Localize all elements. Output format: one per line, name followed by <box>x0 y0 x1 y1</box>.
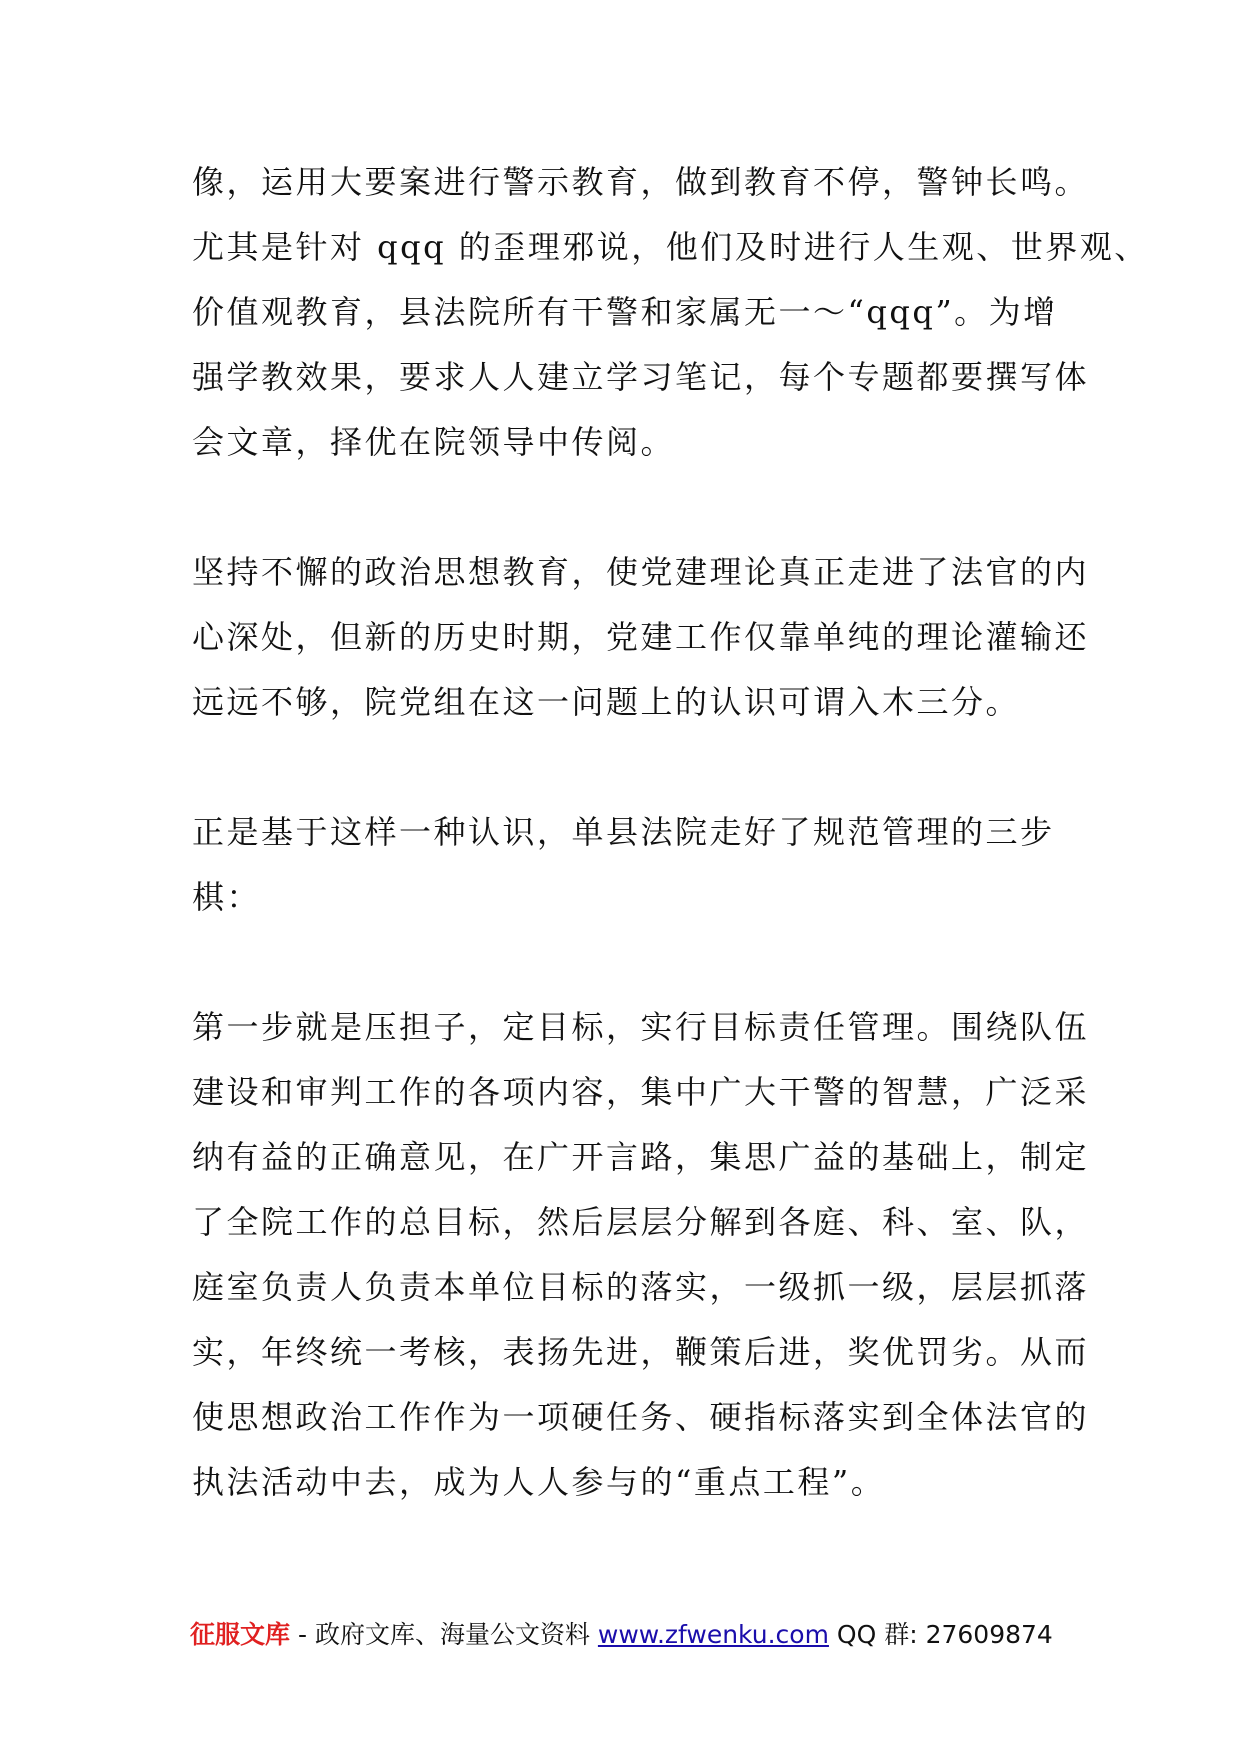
text-line: 建设和审判工作的各项内容，集中广大干警的智慧，广泛采 <box>192 1073 1090 1111</box>
text-line: 执法活动中去，成为人人参与的“重点工程”。 <box>192 1463 886 1501</box>
footer-separator: - <box>290 1620 315 1649</box>
paragraph-2 <box>192 540 1090 735</box>
document-body <box>192 150 1149 1580</box>
footer-website-link[interactable]: www.zfwenku.com <box>597 1620 829 1649</box>
text-line: 会文章，择优在院领导中传阅。 <box>192 423 676 461</box>
text-line: 正是基于这样一种认识，单县法院走好了规范管理的三步 <box>192 813 1055 851</box>
text-line: 尤其是针对 qqq 的歪理邪说，他们及时进行人生观、世界观、 <box>192 228 1149 266</box>
footer-qq-group: QQ 群: 27609874 <box>836 1620 1053 1649</box>
text-line: 心深处，但新的历史时期，党建工作仅靠单纯的理论灌输还 <box>192 618 1090 656</box>
paragraph-3 <box>192 800 1062 930</box>
text-line: 纳有益的正确意见，在广开言路，集思广益的基础上，制定 <box>192 1138 1090 1176</box>
paragraph-1 <box>192 150 1149 475</box>
text-line: 实，年终统一考核，表扬先进，鞭策后进，奖优罚劣。从而 <box>192 1333 1090 1371</box>
text-line: 远远不够，院党组在这一问题上的认识可谓入木三分。 <box>192 683 1021 721</box>
footer-tagline: 政府文库、海量公文资料 <box>314 1620 590 1649</box>
text-line: 庭室负责人负责本单位目标的落实，一级抓一级，层层抓落 <box>192 1268 1090 1306</box>
text-line: 棋： <box>192 878 262 916</box>
text-line: 强学教效果，要求人人建立学习笔记，每个专题都要撰写体 <box>192 358 1090 396</box>
text-line: 坚持不懈的政治思想教育，使党建理论真正走进了法官的内 <box>192 553 1090 591</box>
page-footer <box>190 1615 1070 1651</box>
footer-brand: 征服文库 <box>190 1620 291 1649</box>
text-line: 价值观教育，县法院所有干警和家属无一～“qqq”。为增 <box>192 293 1058 331</box>
text-line: 像，运用大要案进行警示教育，做到教育不停，警钟长鸣。 <box>192 163 1090 201</box>
paragraph-4 <box>192 995 1090 1515</box>
text-line: 了全院工作的总目标，然后层层分解到各庭、科、室、队， <box>192 1203 1090 1241</box>
text-line: 第一步就是压担子，定目标，实行目标责任管理。围绕队伍 <box>192 1008 1090 1046</box>
text-line: 使思想政治工作作为一项硬任务、硬指标落实到全体法官的 <box>192 1398 1090 1436</box>
